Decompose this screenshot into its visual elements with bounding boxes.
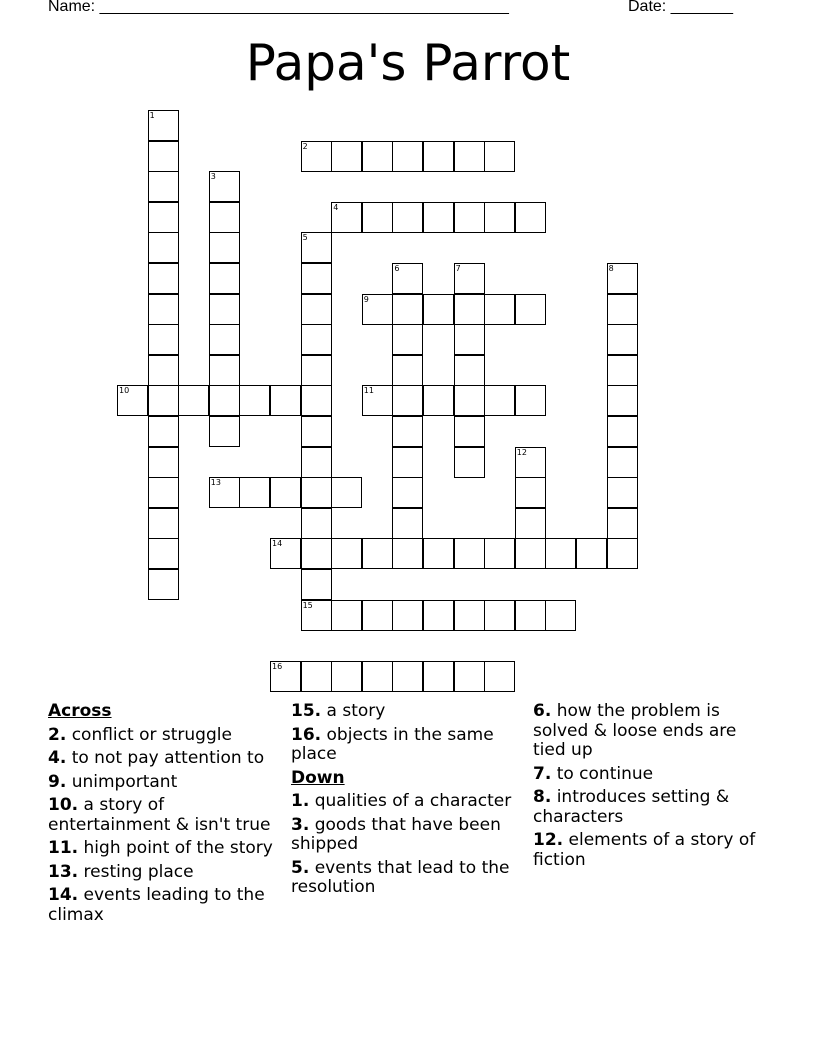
clue-number-label: 11 bbox=[363, 386, 374, 396]
clue-number-label: 8 bbox=[608, 264, 614, 273]
grid-cell[interactable] bbox=[331, 141, 362, 172]
clue-number-label: 3 bbox=[210, 172, 216, 182]
clue-text: a story of entertainment & isn't true bbox=[48, 795, 271, 835]
grid-cell[interactable] bbox=[392, 661, 423, 692]
grid-cell[interactable] bbox=[423, 294, 454, 325]
grid-cell[interactable] bbox=[331, 600, 362, 631]
clue-number-label: 6 bbox=[394, 264, 400, 273]
grid-cell[interactable] bbox=[392, 538, 423, 569]
grid-cell[interactable] bbox=[148, 538, 179, 569]
grid-cell[interactable] bbox=[454, 538, 485, 569]
clue-number-label: 1 bbox=[149, 111, 155, 120]
clue-text: objects in the same place bbox=[291, 724, 494, 764]
across-clue bbox=[291, 702, 523, 722]
across-clue bbox=[48, 839, 286, 859]
grid-cell[interactable] bbox=[362, 202, 393, 233]
clue-text: goods that have been shipped bbox=[291, 814, 501, 854]
clues-column-1 bbox=[48, 702, 286, 929]
clue-number: 4. bbox=[48, 748, 67, 768]
grid-cell[interactable] bbox=[301, 385, 332, 416]
across-clue bbox=[48, 773, 286, 793]
grid-cell[interactable] bbox=[301, 508, 332, 539]
grid-cell[interactable] bbox=[515, 202, 546, 233]
clue-text: conflict or struggle bbox=[71, 724, 232, 745]
puzzle-title: Papa's Parrot bbox=[245, 34, 571, 92]
clue-text: to continue bbox=[556, 763, 654, 784]
grid-cell[interactable] bbox=[484, 661, 515, 692]
grid-cell[interactable] bbox=[392, 477, 423, 508]
clue-number-label: 5 bbox=[302, 233, 308, 243]
grid-cell[interactable] bbox=[484, 202, 515, 233]
grid-cell[interactable] bbox=[362, 385, 393, 416]
down-clue bbox=[533, 765, 763, 785]
grid-cell[interactable] bbox=[209, 171, 240, 202]
grid-cell[interactable] bbox=[607, 355, 638, 386]
clue-text: introduces setting & characters bbox=[533, 787, 730, 827]
grid-cell[interactable] bbox=[148, 324, 179, 355]
grid-cell[interactable] bbox=[301, 324, 332, 355]
clue-number: 2. bbox=[48, 724, 67, 745]
grid-cell[interactable] bbox=[423, 385, 454, 416]
grid-cell[interactable] bbox=[454, 294, 485, 325]
grid-cell[interactable] bbox=[515, 508, 546, 539]
clue-text: unimportant bbox=[71, 771, 178, 792]
grid-cell[interactable] bbox=[515, 538, 546, 569]
grid-cell[interactable] bbox=[576, 538, 607, 569]
grid-cell[interactable] bbox=[301, 232, 332, 263]
grid-cell[interactable] bbox=[270, 477, 301, 508]
grid-cell[interactable] bbox=[392, 294, 423, 325]
down-clue bbox=[533, 702, 763, 761]
grid-cell[interactable] bbox=[607, 508, 638, 539]
grid-cell[interactable] bbox=[301, 477, 332, 508]
grid-cell[interactable] bbox=[607, 538, 638, 569]
clue-text: a story bbox=[326, 701, 386, 721]
grid-cell[interactable] bbox=[607, 385, 638, 416]
grid-cell[interactable] bbox=[209, 232, 240, 263]
clue-text: qualities of a character bbox=[314, 791, 512, 811]
down-clue bbox=[533, 831, 763, 870]
clue-number: 16. bbox=[291, 724, 322, 745]
grid-cell[interactable] bbox=[484, 600, 515, 631]
grid-cell[interactable] bbox=[454, 385, 485, 416]
grid-cell[interactable] bbox=[301, 416, 332, 447]
grid-cell[interactable] bbox=[392, 385, 423, 416]
grid-cell[interactable] bbox=[362, 538, 393, 569]
grid-cell[interactable] bbox=[454, 600, 485, 631]
grid-cell[interactable] bbox=[392, 508, 423, 539]
grid-cell[interactable] bbox=[392, 324, 423, 355]
grid-cell[interactable] bbox=[301, 141, 332, 172]
grid-cell[interactable] bbox=[362, 141, 393, 172]
grid-cell[interactable] bbox=[148, 385, 179, 416]
grid-cell[interactable] bbox=[301, 355, 332, 386]
grid-cell[interactable] bbox=[301, 447, 332, 478]
grid-cell[interactable] bbox=[515, 477, 546, 508]
across-clue bbox=[48, 726, 286, 746]
grid-cell[interactable] bbox=[301, 294, 332, 325]
grid-cell[interactable] bbox=[392, 263, 423, 294]
grid-cell[interactable] bbox=[148, 202, 179, 233]
grid-cell[interactable] bbox=[607, 416, 638, 447]
grid-cell[interactable] bbox=[515, 447, 546, 478]
clue-number: 1. bbox=[291, 791, 310, 811]
grid-cell[interactable] bbox=[607, 477, 638, 508]
across-clue bbox=[48, 796, 286, 835]
grid-cell[interactable] bbox=[148, 110, 179, 141]
grid-cell[interactable] bbox=[209, 477, 240, 508]
grid-cell[interactable] bbox=[607, 324, 638, 355]
clue-number: 8. bbox=[533, 787, 552, 807]
grid-cell[interactable] bbox=[148, 508, 179, 539]
down-clue bbox=[291, 792, 523, 812]
grid-cell[interactable] bbox=[148, 171, 179, 202]
grid-cell[interactable] bbox=[270, 538, 301, 569]
grid-cell[interactable] bbox=[423, 202, 454, 233]
grid-cell[interactable] bbox=[392, 202, 423, 233]
grid-cell[interactable] bbox=[331, 538, 362, 569]
clue-number: 14. bbox=[48, 885, 79, 905]
clue-text: high point of the story bbox=[83, 838, 273, 858]
grid-cell[interactable] bbox=[392, 447, 423, 478]
grid-cell[interactable] bbox=[484, 141, 515, 172]
grid-cell[interactable] bbox=[484, 385, 515, 416]
grid-cell[interactable] bbox=[607, 447, 638, 478]
grid-cell[interactable] bbox=[392, 416, 423, 447]
clue-number-label: 10 bbox=[119, 386, 130, 396]
clue-number: 6. bbox=[533, 701, 552, 721]
grid-cell[interactable] bbox=[392, 355, 423, 386]
grid-cell[interactable] bbox=[301, 661, 332, 692]
grid-cell[interactable] bbox=[301, 263, 332, 294]
clue-number-label: 14 bbox=[272, 539, 283, 549]
clue-number-label: 7 bbox=[455, 264, 461, 273]
down-clue bbox=[533, 788, 763, 827]
down-clue bbox=[291, 859, 523, 898]
grid-cell[interactable] bbox=[423, 141, 454, 172]
across-clue bbox=[48, 886, 286, 925]
grid-cell[interactable] bbox=[392, 600, 423, 631]
grid-cell[interactable] bbox=[484, 538, 515, 569]
grid-cell[interactable] bbox=[331, 477, 362, 508]
grid-cell[interactable] bbox=[301, 569, 332, 600]
clue-text: elements of a story of fiction bbox=[533, 830, 756, 870]
clue-text: how the problem is solved & loose ends are tied up bbox=[533, 701, 737, 760]
grid-cell[interactable] bbox=[607, 263, 638, 294]
grid-cell[interactable] bbox=[454, 661, 485, 692]
clue-number-label: 4 bbox=[333, 202, 339, 212]
clue-text: resting place bbox=[83, 861, 194, 882]
clue-text: events that lead to the resolution bbox=[291, 857, 510, 897]
name-field[interactable]: Name: ______________________________________________ bbox=[48, 0, 509, 15]
grid-cell[interactable] bbox=[148, 447, 179, 478]
grid-cell[interactable] bbox=[301, 600, 332, 631]
grid-cell[interactable] bbox=[148, 477, 179, 508]
clues-column-2 bbox=[291, 702, 523, 902]
clues-column-3 bbox=[533, 702, 763, 874]
clue-number: 11. bbox=[48, 838, 79, 858]
clue-text: to not pay attention to bbox=[71, 748, 265, 768]
clue-text: events leading to the climax bbox=[48, 885, 265, 925]
grid-cell[interactable] bbox=[148, 232, 179, 263]
grid-cell[interactable] bbox=[209, 385, 240, 416]
grid-cell[interactable] bbox=[209, 202, 240, 233]
grid-cell[interactable] bbox=[301, 538, 332, 569]
grid-cell[interactable] bbox=[209, 294, 240, 325]
across-clue bbox=[48, 863, 286, 883]
grid-cell[interactable] bbox=[148, 355, 179, 386]
grid-cell[interactable] bbox=[239, 477, 270, 508]
grid-cell[interactable] bbox=[209, 355, 240, 386]
grid-cell[interactable] bbox=[545, 600, 576, 631]
grid-cell[interactable] bbox=[454, 324, 485, 355]
down-clue bbox=[291, 816, 523, 855]
grid-cell[interactable] bbox=[607, 294, 638, 325]
clue-number-label: 13 bbox=[210, 478, 221, 488]
grid-cell[interactable] bbox=[148, 263, 179, 294]
grid-cell[interactable] bbox=[148, 569, 179, 600]
grid-cell[interactable] bbox=[392, 141, 423, 172]
grid-cell[interactable] bbox=[454, 447, 485, 478]
grid-cell[interactable] bbox=[178, 385, 209, 416]
grid-cell[interactable] bbox=[117, 385, 148, 416]
grid-cell[interactable] bbox=[454, 416, 485, 447]
grid-cell[interactable] bbox=[270, 661, 301, 692]
clue-number: 5. bbox=[291, 857, 310, 878]
clue-number: 15. bbox=[291, 701, 322, 721]
grid-cell[interactable] bbox=[239, 385, 270, 416]
down-heading: Down bbox=[291, 767, 345, 788]
clue-number: 13. bbox=[48, 861, 79, 882]
grid-cell[interactable] bbox=[545, 538, 576, 569]
grid-cell[interactable] bbox=[454, 202, 485, 233]
clue-number-label: 15 bbox=[302, 600, 313, 610]
grid-cell[interactable] bbox=[515, 600, 546, 631]
grid-cell[interactable] bbox=[148, 141, 179, 172]
grid-cell[interactable] bbox=[209, 263, 240, 294]
grid-cell[interactable] bbox=[454, 141, 485, 172]
clue-number-label: 2 bbox=[302, 141, 308, 151]
grid-cell[interactable] bbox=[362, 600, 393, 631]
grid-cell[interactable] bbox=[209, 324, 240, 355]
clue-number: 3. bbox=[291, 814, 310, 835]
across-heading: Across bbox=[48, 701, 112, 721]
grid-cell[interactable] bbox=[270, 385, 301, 416]
grid-cell[interactable] bbox=[362, 294, 393, 325]
clue-number-label: 12 bbox=[516, 447, 527, 457]
grid-cell[interactable] bbox=[148, 416, 179, 447]
across-clue bbox=[291, 726, 523, 765]
grid-cell[interactable] bbox=[515, 385, 546, 416]
grid-cell[interactable] bbox=[423, 661, 454, 692]
date-field[interactable]: Date: _______ bbox=[628, 0, 733, 15]
grid-cell[interactable] bbox=[331, 661, 362, 692]
grid-cell[interactable] bbox=[331, 202, 362, 233]
across-clue bbox=[48, 749, 286, 769]
grid-cell[interactable] bbox=[209, 416, 240, 447]
grid-cell[interactable] bbox=[423, 600, 454, 631]
clue-number-label: 16 bbox=[272, 661, 283, 671]
grid-cell[interactable] bbox=[515, 294, 546, 325]
clue-number-label: 9 bbox=[363, 294, 369, 304]
clue-number: 10. bbox=[48, 795, 79, 815]
grid-cell[interactable] bbox=[454, 355, 485, 386]
grid-cell[interactable] bbox=[454, 263, 485, 294]
clue-number: 12. bbox=[533, 830, 564, 850]
clue-number: 9. bbox=[48, 771, 67, 792]
grid-cell[interactable] bbox=[484, 294, 515, 325]
grid-cell[interactable] bbox=[148, 294, 179, 325]
grid-cell[interactable] bbox=[423, 538, 454, 569]
clue-number: 7. bbox=[533, 763, 552, 784]
grid-cell[interactable] bbox=[362, 661, 393, 692]
